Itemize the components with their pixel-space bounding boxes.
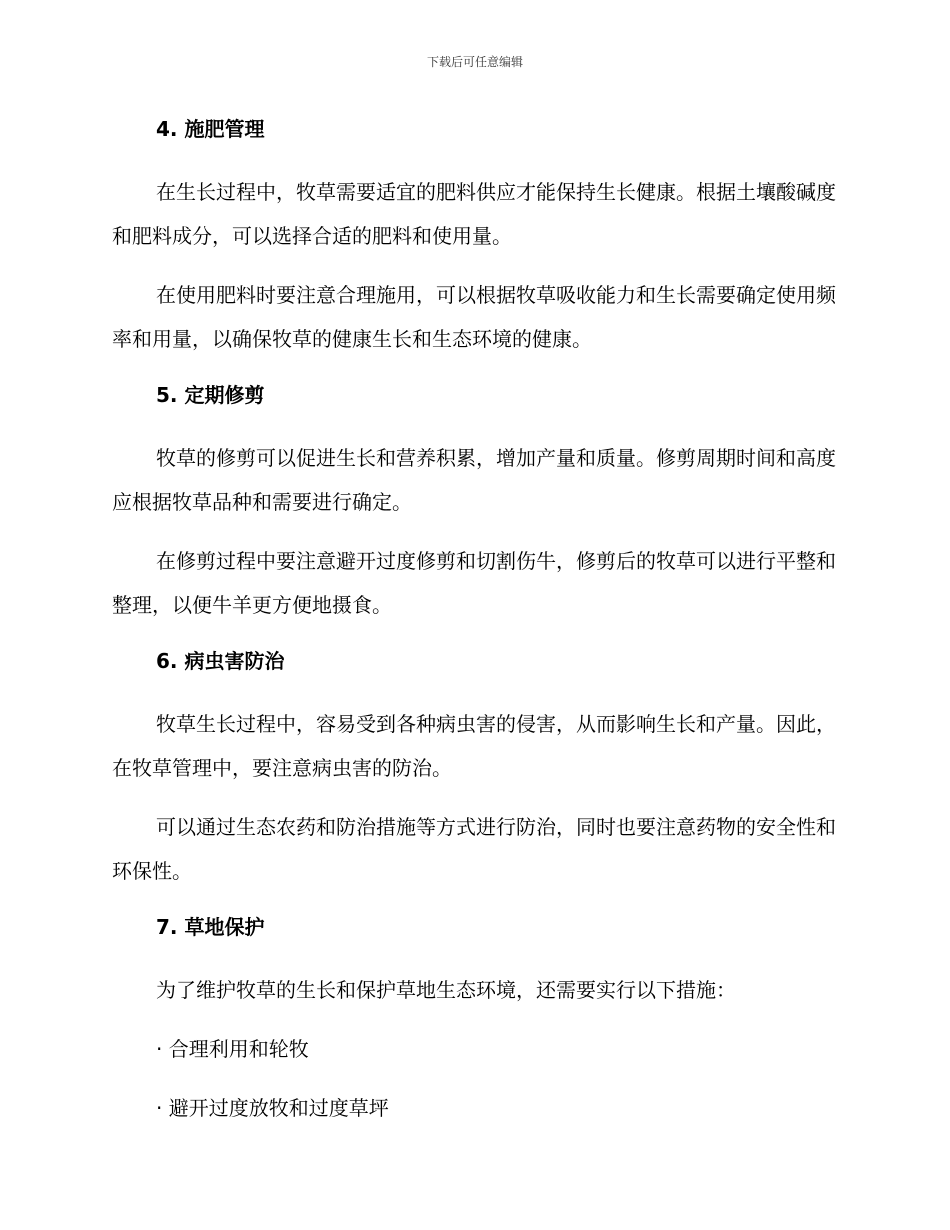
section-heading-pruning: 5. 定期修剪 [156, 383, 265, 407]
document-body [112, 110, 838, 1145]
paragraph: 可以通过生态农药和防治措施等方式进行防治，同时也要注意药物的安全性和环保性。 [112, 815, 836, 883]
section-heading-grassland-protection: 7. 草地保护 [156, 915, 265, 939]
list-item: · 避开过度放牧和过度草坪 [156, 1096, 389, 1120]
section-heading-fertilization: 4. 施肥管理 [156, 117, 265, 141]
paragraph: 牧草生长过程中，容易受到各种病虫害的侵害，从而影响生长和产量。因此，在牧草管理中，要注意病虫害的防治。 [112, 712, 836, 780]
page-header: 下载后可任意编辑 [426, 55, 523, 69]
paragraph: 在修剪过程中要注意避开过度修剪和切割伤牛，修剪后的牧草可以进行平整和整理，以便牛羊更方便地摄食。 [112, 549, 836, 617]
paragraph: 在生长过程中，牧草需要适宜的肥料供应才能保持生长健康。根据土壤酸碱度和肥料成分，可以选择合适的肥料和使用量。 [112, 180, 836, 248]
list-item: · 合理利用和轮牧 [156, 1037, 309, 1061]
paragraph: 牧草的修剪可以促进生长和营养积累，增加产量和质量。修剪周期时间和高度应根据牧草品种和需要进行确定。 [112, 446, 836, 514]
paragraph: 为了维护牧草的生长和保护草地生态环境，还需要实行以下措施： [156, 978, 736, 1002]
section-heading-pest-control: 6. 病虫害防治 [156, 649, 285, 673]
paragraph: 在使用肥料时要注意合理施用，可以根据牧草吸收能力和生长需要确定使用频率和用量，以确保牧草的健康生长和生态环境的健康。 [112, 283, 836, 351]
